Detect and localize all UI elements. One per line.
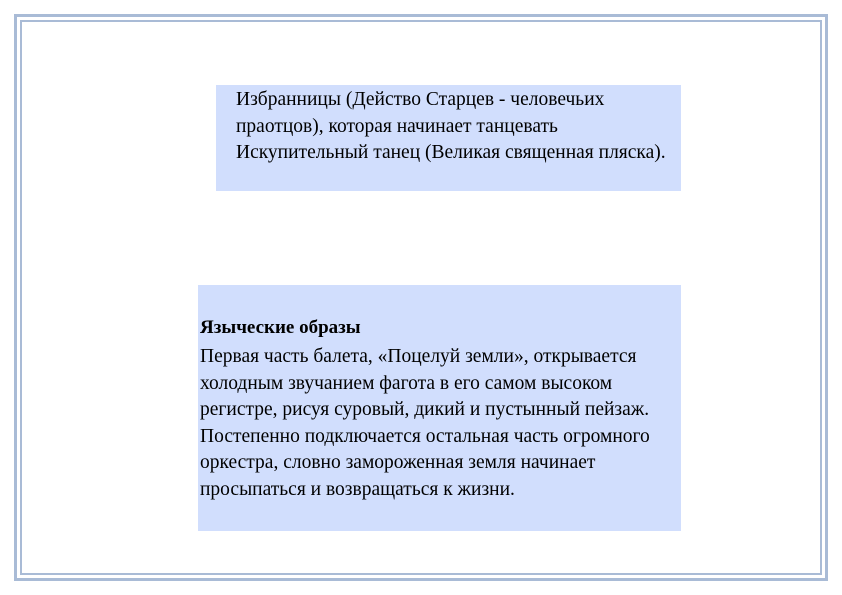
bottom-text-box [198, 285, 681, 531]
top-box-text: Избранницы (Действо Старцев - человечьих праотцов), которая начинает танцевать Искупительный танец (Великая священная пляска). [236, 89, 666, 163]
top-text-box [216, 85, 681, 191]
bottom-box-text: Первая часть балета, «Поцелуй земли», открывается холодным звучанием фагота в его самом высоком регистре, рисуя суровый, дикий и пустынный пейзаж. Постепенно подключается остальная часть огромного оркестра, словно замороженная земля начинает просыпаться и возвращаться к жизни. [200, 346, 650, 500]
bottom-box-heading: Языческие образы [200, 317, 361, 338]
